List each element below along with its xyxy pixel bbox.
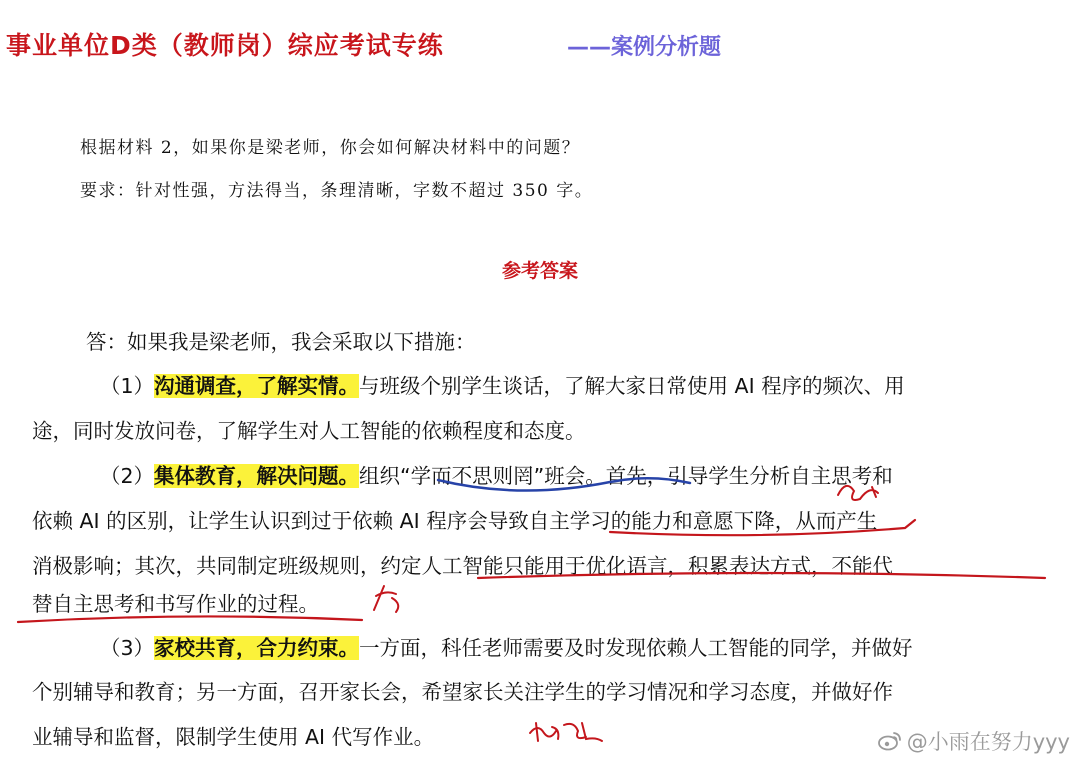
- answer-point-2-line2: 依赖 AI 的区别，让学生认识到过于依赖 AI 程序会导致自主学习的能力和意愿下降，从而产生: [32, 509, 878, 533]
- question-requirement: 要求：针对性强，方法得当，条理清晰，字数不超过 350 字。: [80, 181, 594, 201]
- answer-point-3-line2: 个别辅导和教育；另一方面，召开家长会，希望家长关注学生的学习情况和学习态度，并做好作: [32, 680, 893, 704]
- answer-point-2: [100, 454, 1080, 499]
- answer-point-3-line3: 业辅导和监督，限制学生使用 AI 代写作业。: [32, 725, 435, 749]
- answer-point-1-cont: 途，同时发放问卷，了解学生对人工智能的依赖程度和态度。: [32, 419, 586, 443]
- point-heading: 沟通调查，了解实情。: [154, 374, 360, 398]
- page-subtitle: ——案例分析题: [567, 35, 722, 60]
- point-text: 组织“学而不思则罔”班会。首先，引导学生分析自主思考和: [359, 464, 893, 488]
- answer-heading: 参考答案: [501, 260, 578, 282]
- point-number: （1）: [100, 374, 155, 398]
- answer-point-2-line4: 替自主思考和书写作业的过程。: [32, 592, 319, 616]
- watermark-text: @小雨在努力yyy: [906, 730, 1070, 754]
- question-text: 根据材料 2，如果你是梁老师，你会如何解决材料中的问题？: [80, 138, 581, 158]
- point-heading: 集体教育，解决问题。: [154, 464, 360, 488]
- point-text: 与班级个别学生谈话，了解大家日常使用 AI 程序的频次、用: [359, 374, 905, 398]
- point-number: （2）: [100, 464, 155, 488]
- weibo-watermark: [877, 726, 1070, 756]
- weibo-icon: [877, 730, 903, 752]
- answer-point-2-line3: 消极影响；其次，共同制定班级规则，约定人工智能只能用于优化语言，积累表达方式，不能代: [32, 554, 893, 578]
- answer-intro: 答：如果我是梁老师，我会采取以下措施：: [86, 330, 476, 354]
- answer-point-3: [100, 626, 1080, 671]
- point-text: 一方面，科任老师需要及时发现依赖人工智能的同学，并做好: [359, 636, 913, 660]
- answer-point-1: [100, 364, 1080, 409]
- point-heading: 家校共育，合力约束。: [154, 636, 360, 660]
- page-title: 事业单位D类（教师岗）综应考试专练: [6, 31, 444, 60]
- point-number: （3）: [100, 636, 155, 660]
